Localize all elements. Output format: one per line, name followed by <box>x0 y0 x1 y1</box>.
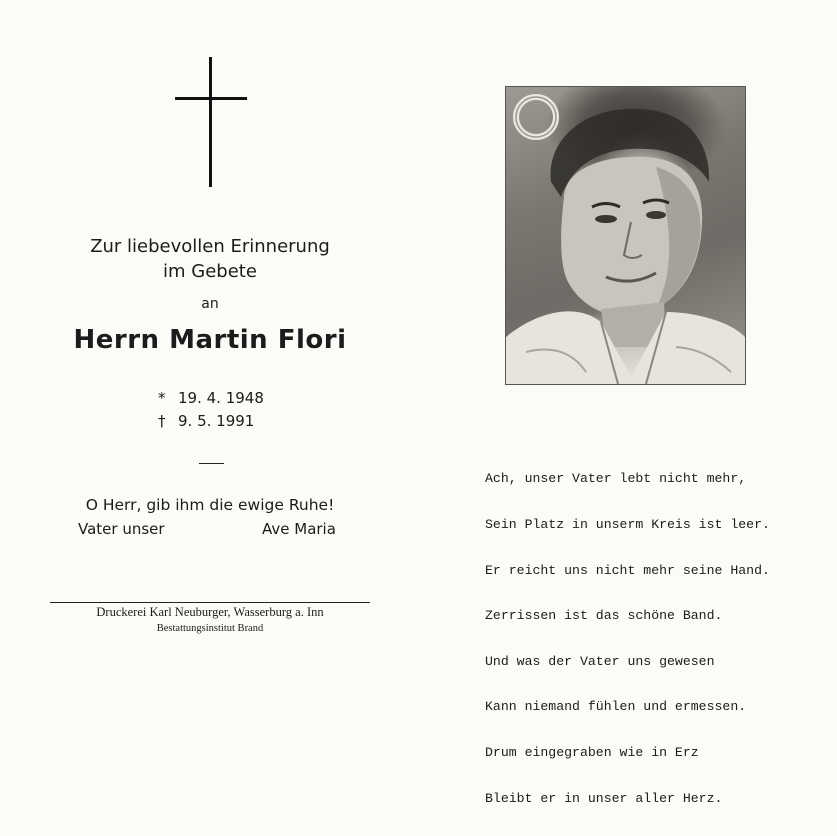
poem-line: Zerrissen ist das schöne Band. <box>485 608 723 624</box>
funeral-institute: Bestattungsinstitut Brand <box>156 623 264 634</box>
printer-credit: Druckerei Karl Neuburger, Wasserburg a. Inn <box>96 605 324 619</box>
birth-row <box>158 389 264 407</box>
death-dagger-icon: † <box>158 412 166 430</box>
deceased-name: Herrn Martin Flori <box>73 325 347 355</box>
ave-maria-label: Ave Maria <box>262 520 336 538</box>
divider <box>199 463 224 464</box>
poem-line: Er reicht uns nicht mehr seine Hand. <box>485 562 770 578</box>
poem-line: Und was der Vater uns gewesen <box>485 653 715 669</box>
poem-line: Ach, unser Vater lebt nicht mehr, <box>485 471 747 487</box>
intro-line-1: Zur liebevollen Erinnerung <box>90 236 330 257</box>
prayer-text: O Herr, gib ihm die ewige Ruhe! <box>85 496 335 514</box>
death-date: 9. 5. 1991 <box>178 412 255 430</box>
portrait-photo <box>505 86 746 385</box>
intro-line-2: im Gebete <box>163 261 257 282</box>
poem <box>485 441 770 836</box>
poem-line: Sein Platz in unserm Kreis ist leer. <box>485 517 770 533</box>
poem-line: Drum eingegraben wie in Erz <box>485 745 699 761</box>
footer-divider <box>50 602 370 603</box>
poem-line: Bleibt er in unser aller Herz. <box>485 790 723 806</box>
poem-line: Kann niemand fühlen und ermessen. <box>485 699 747 715</box>
death-row <box>158 412 254 430</box>
birth-star-icon: * <box>158 389 166 407</box>
vater-unser-label: Vater unser <box>78 520 165 538</box>
birth-date: 19. 4. 1948 <box>178 389 264 407</box>
intro-text <box>60 234 360 284</box>
an-label: an <box>201 296 219 312</box>
